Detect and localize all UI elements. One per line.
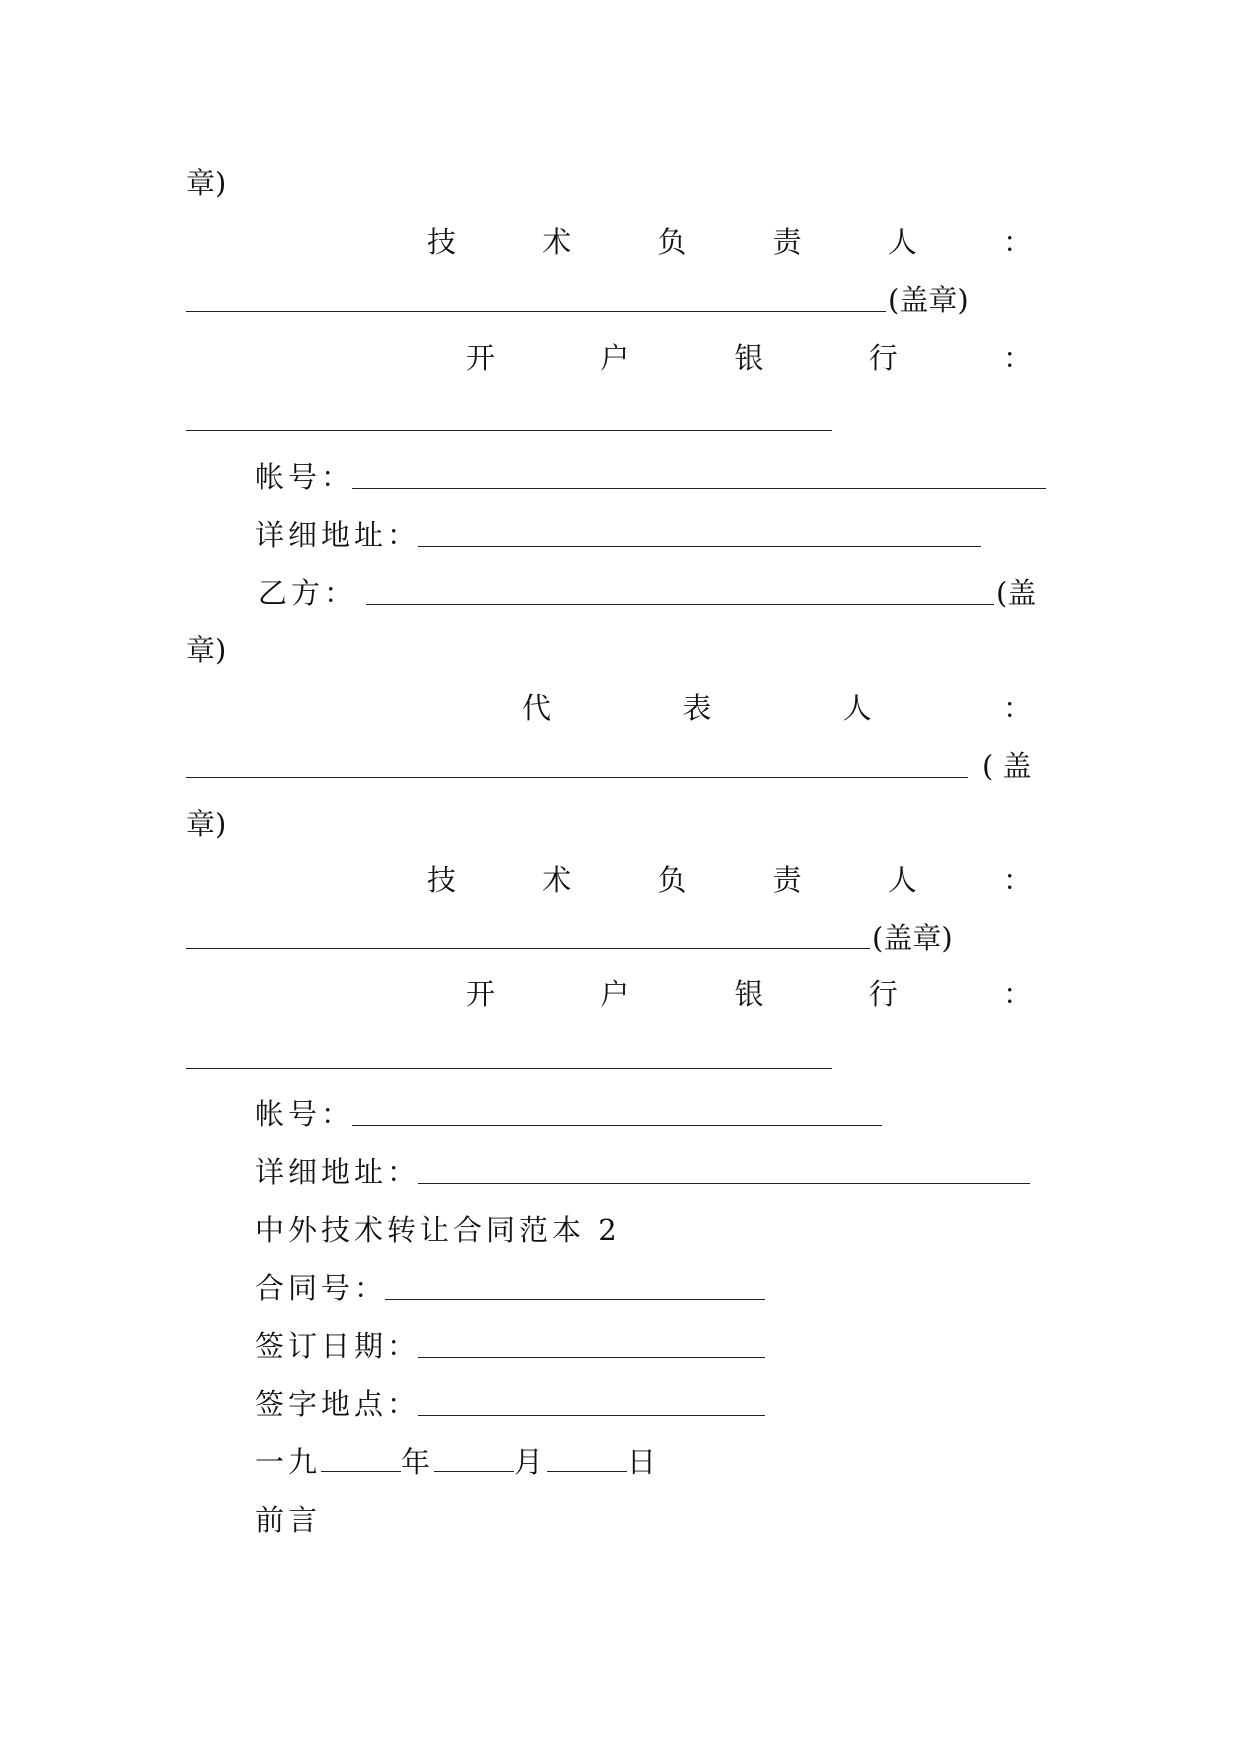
account-blank[interactable] [352,488,1046,489]
tech-lead-char: 人 [887,225,917,259]
rep-char: 代 [522,691,552,725]
address-label: 详细地址： [255,1155,421,1189]
tech-lead-char: 技 [427,225,457,259]
date-line [255,1442,660,1482]
tech-lead-label [427,860,1032,900]
day-blank[interactable] [547,1447,627,1472]
tech-lead-char: 负 [657,863,687,897]
representative-blank[interactable] [186,777,968,778]
bank-char: ： [1002,977,1032,1011]
representative-label [522,688,1032,728]
day-unit: 日 [627,1445,661,1479]
bank-label [466,338,1032,378]
rep-char: ： [1002,691,1032,725]
month-unit: 月 [514,1445,548,1479]
party-b-label: 乙方： [258,576,358,610]
tech-lead-char: 责 [772,225,802,259]
bank-char: 开 [466,977,496,1011]
bank-blank[interactable] [186,430,832,431]
seal-note: (盖章) [872,921,953,955]
bank-char: 行 [868,977,898,1011]
section-title: 中外技术转让合同范本 2 [255,1213,621,1247]
bank-label [466,974,1032,1014]
bank-char: ： [1002,341,1032,375]
sign-place-blank[interactable] [418,1415,765,1416]
account-label: 帐号： [255,1097,355,1131]
year-blank[interactable] [321,1447,401,1472]
tech-lead-char: 人 [887,863,917,897]
tech-lead-blank[interactable] [186,311,886,312]
seal-continuation: 章) [186,166,227,200]
tech-lead-char: 术 [542,863,572,897]
month-blank[interactable] [434,1447,514,1472]
account-blank[interactable] [352,1125,882,1126]
rep-char: 表 [682,691,712,725]
address-label: 详细地址： [255,518,421,552]
bank-char: 户 [600,341,630,375]
year-unit: 年 [401,1445,435,1479]
tech-lead-char: 责 [772,863,802,897]
tech-lead-blank[interactable] [186,948,870,949]
tech-lead-char: 术 [542,225,572,259]
tech-lead-char: ： [1002,863,1032,897]
bank-char: 行 [868,341,898,375]
seal-note: (盖 [996,576,1037,610]
tech-lead-char: 技 [427,863,457,897]
bank-char: 银 [734,977,764,1011]
tech-lead-char: 负 [657,225,687,259]
sign-place-label: 签字地点： [255,1387,421,1421]
bank-blank[interactable] [186,1068,832,1069]
seal-note: (盖章) [888,283,969,317]
tech-lead-char: ： [1002,225,1032,259]
address-blank[interactable] [418,1183,1030,1184]
party-b-blank[interactable] [366,604,994,605]
rep-char: 人 [842,691,872,725]
contract-no-label: 合同号： [255,1271,388,1305]
seal-continuation: 章) [186,807,227,841]
bank-char: 开 [466,341,496,375]
seal-continuation: 章) [186,633,227,667]
bank-char: 户 [600,977,630,1011]
sign-date-label: 签订日期： [255,1329,421,1363]
contract-no-blank[interactable] [385,1299,765,1300]
seal-note: ( 盖 [982,749,1032,783]
account-label: 帐号： [255,460,355,494]
preface-heading: 前言 [255,1503,322,1537]
date-prefix: 一九 [255,1445,322,1479]
tech-lead-label [427,222,1032,262]
bank-char: 银 [734,341,764,375]
sign-date-blank[interactable] [418,1357,765,1358]
address-blank[interactable] [418,546,981,547]
